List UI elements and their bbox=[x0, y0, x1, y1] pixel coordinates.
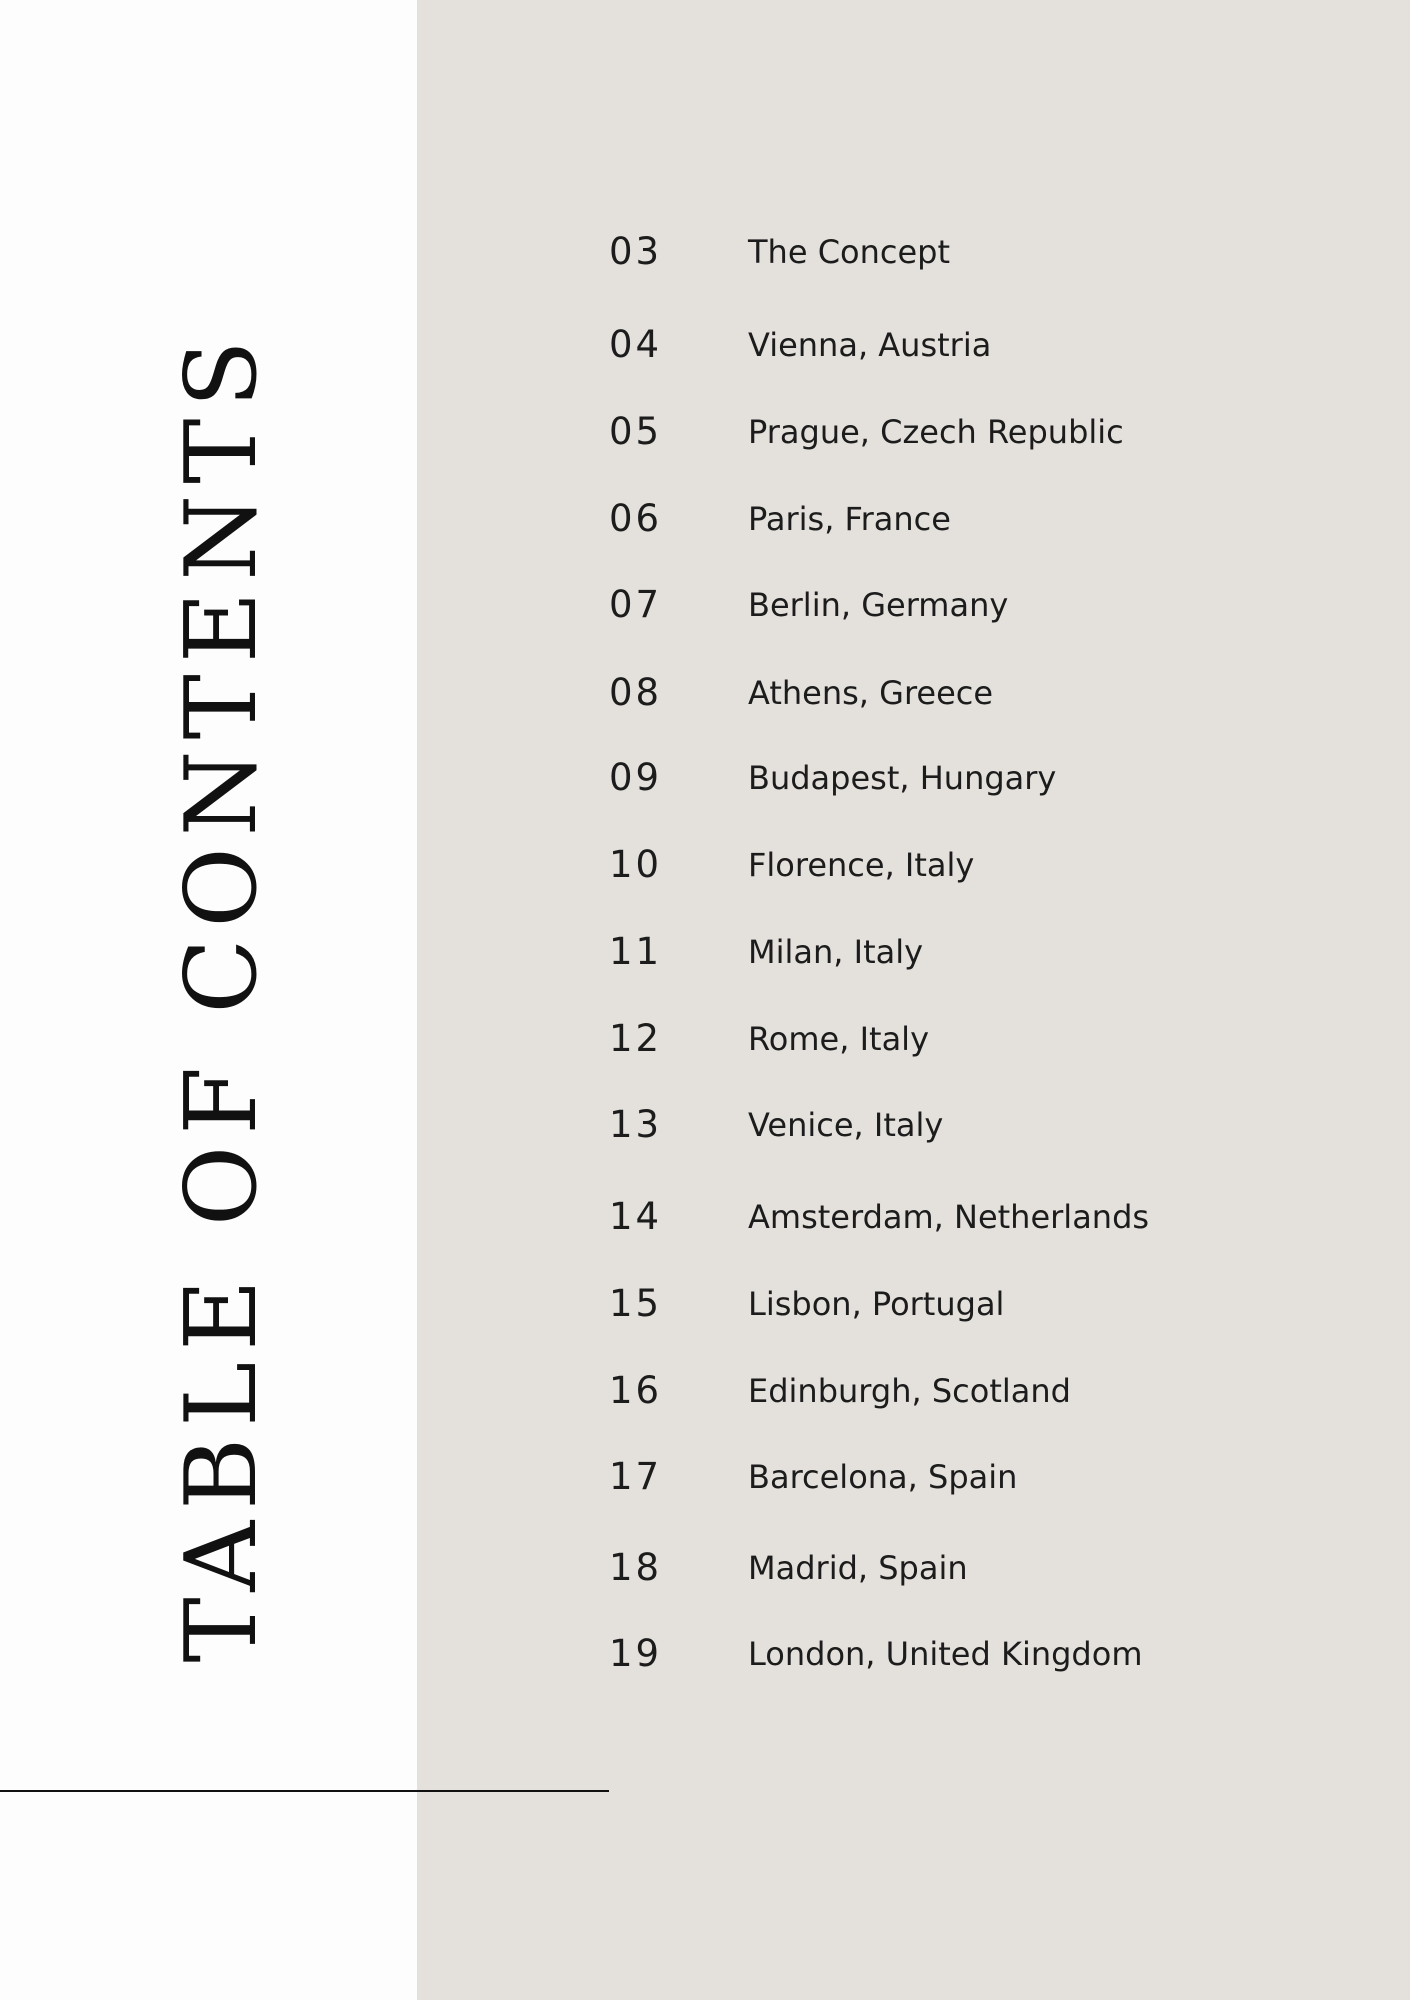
toc-entry-title: Barcelona, Spain bbox=[748, 1458, 1018, 1496]
toc-entry[interactable] bbox=[0, 320, 1410, 370]
toc-page-number: 05 bbox=[609, 410, 663, 453]
toc-page-number: 08 bbox=[609, 671, 663, 714]
toc-entry-title: Florence, Italy bbox=[748, 846, 975, 884]
toc-page-number: 10 bbox=[609, 843, 663, 886]
toc-entry-title: Venice, Italy bbox=[748, 1106, 944, 1144]
toc-page-number: 06 bbox=[609, 497, 663, 540]
toc-entry-title: Athens, Greece bbox=[748, 674, 994, 712]
toc-entry-title: Rome, Italy bbox=[748, 1020, 929, 1058]
toc-entry[interactable] bbox=[0, 1014, 1410, 1064]
toc-entry[interactable] bbox=[0, 1629, 1410, 1679]
toc-entry[interactable] bbox=[0, 580, 1410, 630]
toc-entry-title: London, United Kingdom bbox=[748, 1635, 1143, 1673]
toc-page-number: 18 bbox=[609, 1546, 663, 1589]
toc-entry-title: Edinburgh, Scotland bbox=[748, 1372, 1071, 1410]
toc-entry-title: Prague, Czech Republic bbox=[748, 413, 1124, 451]
toc-entry[interactable] bbox=[0, 840, 1410, 890]
toc-entry[interactable] bbox=[0, 407, 1410, 457]
toc-entry-title: Budapest, Hungary bbox=[748, 759, 1057, 797]
toc-entry-title: The Concept bbox=[748, 233, 951, 271]
toc-page-number: 09 bbox=[609, 756, 663, 799]
toc-page-number: 03 bbox=[609, 230, 663, 273]
toc-entry[interactable] bbox=[0, 1366, 1410, 1416]
toc-page-number: 04 bbox=[609, 323, 663, 366]
toc-page-number: 07 bbox=[609, 583, 663, 626]
toc-entry[interactable] bbox=[0, 1452, 1410, 1502]
toc-entry-title: Amsterdam, Netherlands bbox=[748, 1198, 1150, 1236]
toc-entry[interactable] bbox=[0, 927, 1410, 977]
toc-entry[interactable] bbox=[0, 1543, 1410, 1593]
toc-entry-title: Milan, Italy bbox=[748, 933, 924, 971]
toc-page-number: 16 bbox=[609, 1369, 663, 1412]
toc-entry[interactable] bbox=[0, 1100, 1410, 1150]
toc-entry[interactable] bbox=[0, 1279, 1410, 1329]
toc-entry[interactable] bbox=[0, 668, 1410, 718]
toc-page-number: 15 bbox=[609, 1282, 663, 1325]
toc-page-number: 12 bbox=[609, 1017, 663, 1060]
toc-page-number: 17 bbox=[609, 1455, 663, 1498]
toc-page-number: 19 bbox=[609, 1632, 663, 1675]
page-title: TABLE OF CONTENTS bbox=[165, 329, 279, 1663]
toc-entry-title: Vienna, Austria bbox=[748, 326, 992, 364]
toc-entry-title: Paris, France bbox=[748, 500, 951, 538]
toc-page-number: 14 bbox=[609, 1195, 663, 1238]
toc-entry-title: Madrid, Spain bbox=[748, 1549, 968, 1587]
toc-entry[interactable] bbox=[0, 494, 1410, 544]
toc-entry-title: Berlin, Germany bbox=[748, 586, 1009, 624]
toc-page-number: 11 bbox=[609, 930, 663, 973]
toc-entry[interactable] bbox=[0, 227, 1410, 277]
toc-entry-title: Lisbon, Portugal bbox=[748, 1285, 1005, 1323]
toc-page-number: 13 bbox=[609, 1103, 663, 1146]
toc-entry[interactable] bbox=[0, 1192, 1410, 1242]
toc-entry[interactable] bbox=[0, 753, 1410, 803]
